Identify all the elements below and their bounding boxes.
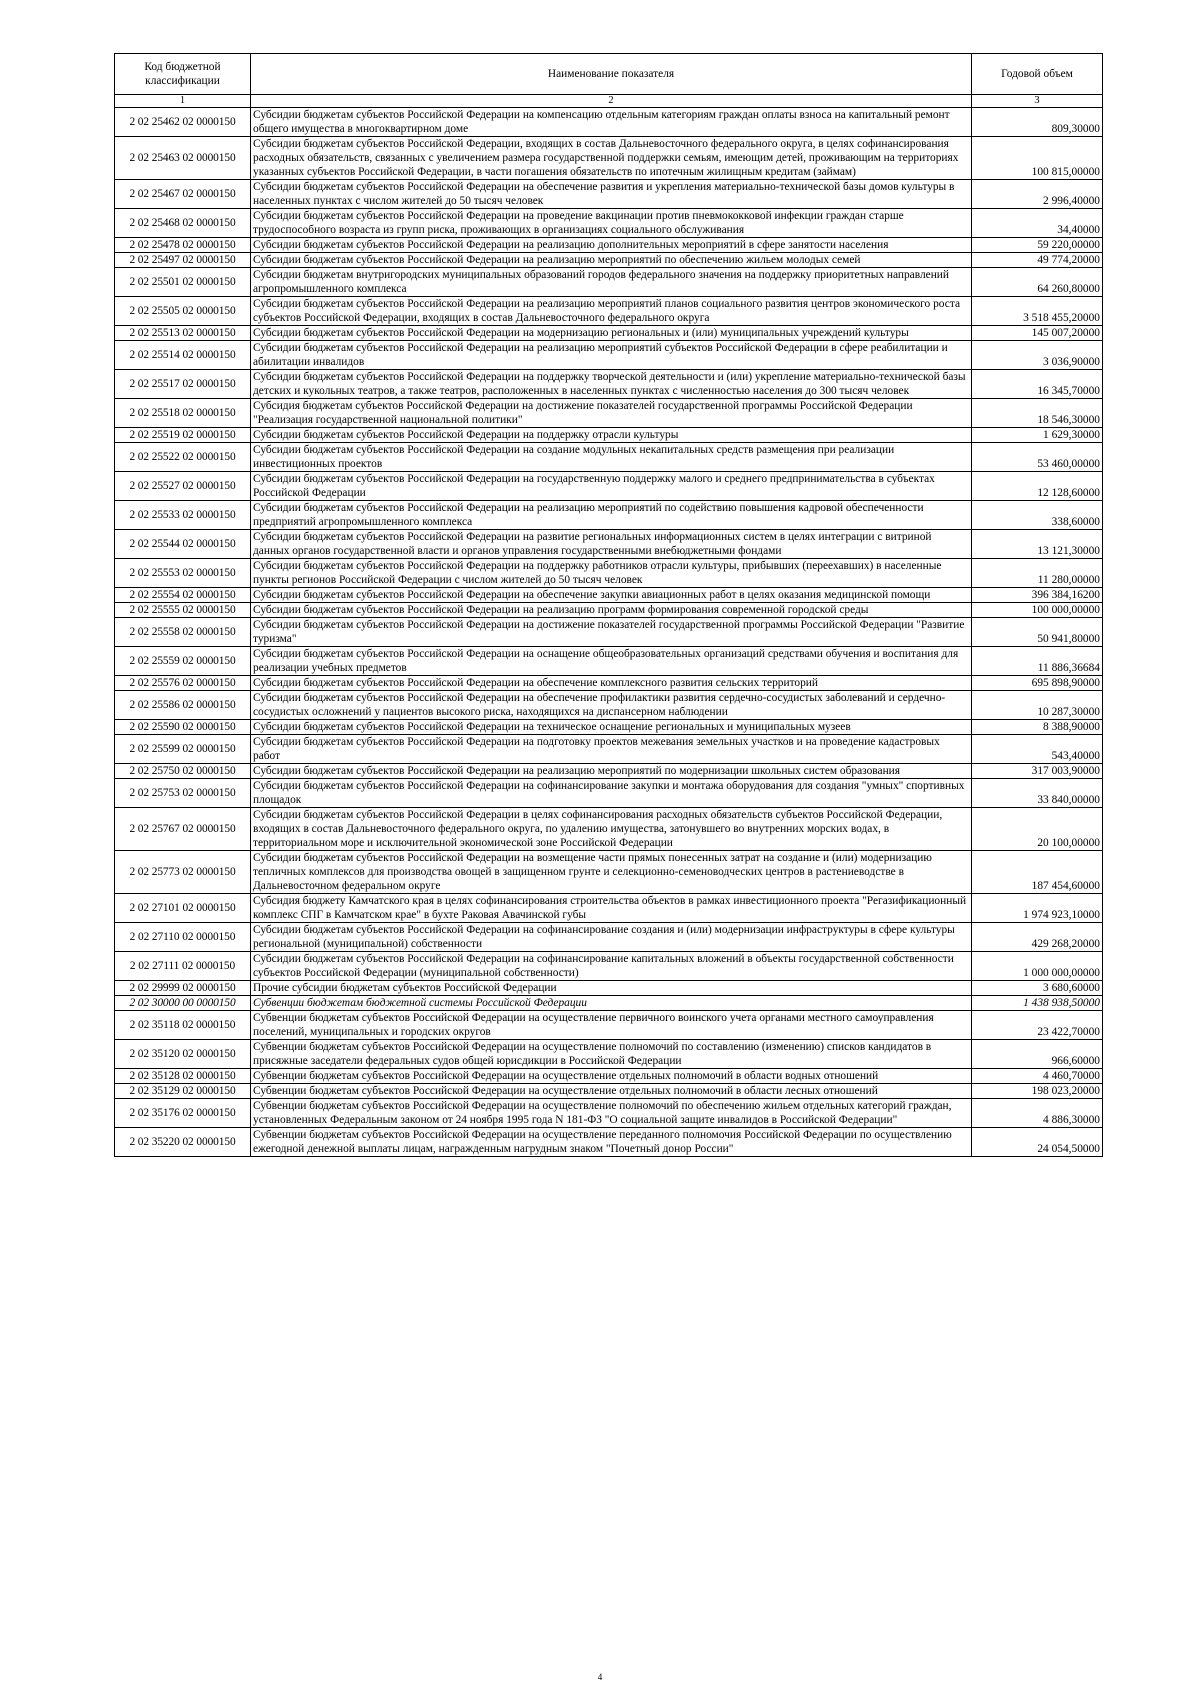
annual-volume-cell: 49 774,20000 <box>972 253 1103 268</box>
budget-code-cell: 2 02 25753 02 0000150 <box>115 779 251 808</box>
table-row <box>115 559 1103 588</box>
indicator-name-cell: Субсидии бюджетам субъектов Российской Федерации на поддержку отрасли культуры <box>251 428 972 443</box>
table-row <box>115 428 1103 443</box>
budget-code-cell: 2 02 25518 02 0000150 <box>115 399 251 428</box>
budget-code-cell: 2 02 27111 02 0000150 <box>115 952 251 981</box>
annual-volume-cell: 4 886,30000 <box>972 1099 1103 1128</box>
table-body <box>115 108 1103 1157</box>
table-row <box>115 238 1103 253</box>
table-row <box>115 268 1103 297</box>
indicator-name-cell: Субсидии бюджетам внутригородских муниципальных образований городов федерального значения на поддержку приоритетных направлений агропромышленного комплекса <box>251 268 972 297</box>
table-row <box>115 1084 1103 1099</box>
budget-code-cell: 2 02 25497 02 0000150 <box>115 253 251 268</box>
indicator-name-cell: Субсидии бюджетам субъектов Российской Федерации на реализацию мероприятий планов социального развития центров экономического роста субъектов Российской Федерации, входящих в состав Дальневосточного федерального округа <box>251 297 972 326</box>
table-row <box>115 530 1103 559</box>
annual-volume-cell: 8 388,90000 <box>972 720 1103 735</box>
annual-volume-cell: 20 100,00000 <box>972 808 1103 851</box>
budget-code-cell: 2 02 35128 02 0000150 <box>115 1069 251 1084</box>
budget-code-cell: 2 02 25599 02 0000150 <box>115 735 251 764</box>
budget-code-cell: 2 02 30000 00 0000150 <box>115 996 251 1011</box>
table-row <box>115 764 1103 779</box>
indicator-name-cell: Субсидия бюджетам субъектов Российской Федерации на достижение показателей государственной программы Российской Федерации "Реализация государственной национальной политики" <box>251 399 972 428</box>
budget-code-cell: 2 02 25467 02 0000150 <box>115 180 251 209</box>
budget-code-cell: 2 02 27101 02 0000150 <box>115 894 251 923</box>
annual-volume-cell: 34,40000 <box>972 209 1103 238</box>
indicator-name-cell: Субсидии бюджетам субъектов Российской Федерации в целях софинансирования расходных обязательств субъектов Российской Федерации, входящих в состав Дальневосточного федерального округа, по удалению имущества, затонувшего во внутренних морских водах, в территориальном море и исключительной экономической зоне Российской Федерации <box>251 808 972 851</box>
indicator-name-cell: Субсидии бюджетам субъектов Российской Федерации на обеспечение развития и укрепления материально-технической базы домов культуры в населенных пунктах с числом жителей до 50 тысяч человек <box>251 180 972 209</box>
budget-code-cell: 2 02 25590 02 0000150 <box>115 720 251 735</box>
budget-code-cell: 2 02 25576 02 0000150 <box>115 676 251 691</box>
annual-volume-cell: 1 438 938,50000 <box>972 996 1103 1011</box>
annual-volume-cell: 3 036,90000 <box>972 341 1103 370</box>
indicator-name-cell: Субсидии бюджетам субъектов Российской Федерации на реализацию дополнительных мероприятий в сфере занятости населения <box>251 238 972 253</box>
indicator-name-cell: Субсидии бюджетам субъектов Российской Федерации на софинансирование капитальных вложений в объекты государственной собственности субъектов Российской Федерации (муниципальной собственности) <box>251 952 972 981</box>
indicator-name-cell: Субвенции бюджетам субъектов Российской Федерации на осуществление отдельных полномочий в области водных отношений <box>251 1069 972 1084</box>
annual-volume-cell: 59 220,00000 <box>972 238 1103 253</box>
annual-volume-cell: 16 345,70000 <box>972 370 1103 399</box>
indicator-name-cell: Субсидии бюджетам субъектов Российской Федерации на развитие региональных информационных систем в целях интеграции с витриной данных органов государственной власти и органов управления государственными внебюджетными фондами <box>251 530 972 559</box>
indicator-name-cell: Субсидии бюджетам субъектов Российской Федерации на реализацию мероприятий по содействию повышения кадровой обеспеченности предприятий агропромышленного комплекса <box>251 501 972 530</box>
table-row <box>115 808 1103 851</box>
table-row <box>115 443 1103 472</box>
annual-volume-cell: 317 003,90000 <box>972 764 1103 779</box>
column-number: 1 <box>115 95 251 108</box>
table-row <box>115 326 1103 341</box>
table-row <box>115 618 1103 647</box>
annual-volume-cell: 100 000,00000 <box>972 603 1103 618</box>
annual-volume-cell: 100 815,00000 <box>972 137 1103 180</box>
indicator-name-cell: Субсидии бюджетам субъектов Российской Федерации на оснащение общеобразовательных организаций средствами обучения и воспитания для реализации учебных предметов <box>251 647 972 676</box>
budget-code-cell: 2 02 35176 02 0000150 <box>115 1099 251 1128</box>
budget-code-cell: 2 02 25553 02 0000150 <box>115 559 251 588</box>
indicator-name-cell: Субсидии бюджетам субъектов Российской Федерации на возмещение части прямых понесенных затрат на создание и (или) модернизацию тепличных комплексов для производства овощей в защищенном грунте и селекционно-семеноводческих центров в растениеводстве в Дальневосточном федеральном округе <box>251 851 972 894</box>
budget-code-cell: 2 02 25514 02 0000150 <box>115 341 251 370</box>
table-row <box>115 399 1103 428</box>
budget-code-cell: 2 02 25468 02 0000150 <box>115 209 251 238</box>
budget-code-cell: 2 02 25513 02 0000150 <box>115 326 251 341</box>
indicator-name-cell: Субвенции бюджетам субъектов Российской Федерации на осуществление первичного воинского учета органами местного самоуправления поселений, муниципальных и городских округов <box>251 1011 972 1040</box>
table-row <box>115 996 1103 1011</box>
table-row <box>115 297 1103 326</box>
table-row <box>115 501 1103 530</box>
indicator-name-cell: Субсидии бюджетам субъектов Российской Федерации на реализацию мероприятий по модернизации школьных систем образования <box>251 764 972 779</box>
indicator-name-cell: Субвенции бюджетам субъектов Российской Федерации на осуществление переданного полномочия Российской Федерации по осуществлению ежегодной денежной выплаты лицам, награжденным нагрудным знаком "Почетный донор России" <box>251 1128 972 1157</box>
table-row <box>115 691 1103 720</box>
table-row <box>115 588 1103 603</box>
indicator-name-cell: Субвенции бюджетам субъектов Российской Федерации на осуществление полномочий по составлению (изменению) списков кандидатов в присяжные заседатели федеральных судов общей юрисдикции в Российской Федерации <box>251 1040 972 1069</box>
indicator-name-cell: Субсидия бюджету Камчатского края в целях софинансирования строительства объектов в рамках инвестиционного проекта "Регазификационный комплекс СПГ в Камчатском крае" в бухте Раковая Авачинской губы <box>251 894 972 923</box>
annual-volume-cell: 1 000 000,00000 <box>972 952 1103 981</box>
annual-volume-cell: 23 422,70000 <box>972 1011 1103 1040</box>
annual-volume-cell: 429 268,20000 <box>972 923 1103 952</box>
budget-code-cell: 2 02 25533 02 0000150 <box>115 501 251 530</box>
budget-code-cell: 2 02 35118 02 0000150 <box>115 1011 251 1040</box>
annual-volume-cell: 809,30000 <box>972 108 1103 137</box>
budget-code-cell: 2 02 27110 02 0000150 <box>115 923 251 952</box>
annual-volume-cell: 53 460,00000 <box>972 443 1103 472</box>
header-volume: Годовой объем <box>972 54 1103 95</box>
page-number: 4 <box>597 1672 603 1682</box>
budget-code-cell: 2 02 25559 02 0000150 <box>115 647 251 676</box>
budget-code-cell: 2 02 35120 02 0000150 <box>115 1040 251 1069</box>
indicator-name-cell: Субсидии бюджетам субъектов Российской Федерации на поддержку работников отрасли культуры, прибывших (переехавших) в населенные пункты регионов Российской Федерации с числом жителей до 50 тысяч человек <box>251 559 972 588</box>
budget-table <box>114 53 1103 1157</box>
table-row <box>115 341 1103 370</box>
column-number: 3 <box>972 95 1103 108</box>
annual-volume-cell: 695 898,90000 <box>972 676 1103 691</box>
indicator-name-cell: Субсидии бюджетам субъектов Российской Федерации на модернизацию региональных и (или) муниципальных учреждений культуры <box>251 326 972 341</box>
budget-code-cell: 2 02 25555 02 0000150 <box>115 603 251 618</box>
indicator-name-cell: Субсидии бюджетам субъектов Российской Федерации на проведение вакцинации против пневмококковой инфекции граждан старше трудоспособного возраста из групп риска, проживающих в организациях социального обслуживания <box>251 209 972 238</box>
annual-volume-cell: 3 680,60000 <box>972 981 1103 996</box>
table-row <box>115 137 1103 180</box>
table-row <box>115 735 1103 764</box>
indicator-name-cell: Субсидии бюджетам субъектов Российской Федерации на обеспечение закупки авиационных работ в целях оказания медицинской помощи <box>251 588 972 603</box>
indicator-name-cell: Субсидии бюджетам субъектов Российской Федерации на софинансирование закупки и монтажа оборудования для создания "умных" спортивных площадок <box>251 779 972 808</box>
annual-volume-cell: 18 546,30000 <box>972 399 1103 428</box>
budget-code-cell: 2 02 25519 02 0000150 <box>115 428 251 443</box>
annual-volume-cell: 4 460,70000 <box>972 1069 1103 1084</box>
annual-volume-cell: 2 996,40000 <box>972 180 1103 209</box>
indicator-name-cell: Субсидии бюджетам субъектов Российской Федерации на реализацию мероприятий по обеспечению жильем молодых семей <box>251 253 972 268</box>
table-row <box>115 894 1103 923</box>
table-row <box>115 1011 1103 1040</box>
budget-code-cell: 2 02 25558 02 0000150 <box>115 618 251 647</box>
budget-code-cell: 2 02 25517 02 0000150 <box>115 370 251 399</box>
budget-code-cell: 2 02 25767 02 0000150 <box>115 808 251 851</box>
header-code: Код бюджетной классификации <box>115 54 251 95</box>
header-name: Наименование показателя <box>251 54 972 95</box>
budget-code-cell: 2 02 25463 02 0000150 <box>115 137 251 180</box>
annual-volume-cell: 10 287,30000 <box>972 691 1103 720</box>
annual-volume-cell: 145 007,20000 <box>972 326 1103 341</box>
table-row <box>115 1069 1103 1084</box>
annual-volume-cell: 338,60000 <box>972 501 1103 530</box>
annual-volume-cell: 11 280,00000 <box>972 559 1103 588</box>
column-number-row <box>115 95 1103 108</box>
budget-code-cell: 2 02 25554 02 0000150 <box>115 588 251 603</box>
table-header-row <box>115 54 1103 95</box>
table-row <box>115 253 1103 268</box>
budget-code-cell: 2 02 25478 02 0000150 <box>115 238 251 253</box>
column-number: 2 <box>251 95 972 108</box>
indicator-name-cell: Субсидии бюджетам субъектов Российской Федерации на подготовку проектов межевания земельных участков и на проведение кадастровых работ <box>251 735 972 764</box>
table-row <box>115 1099 1103 1128</box>
annual-volume-cell: 13 121,30000 <box>972 530 1103 559</box>
indicator-name-cell: Прочие субсидии бюджетам субъектов Российской Федерации <box>251 981 972 996</box>
annual-volume-cell: 11 886,36684 <box>972 647 1103 676</box>
table-row <box>115 180 1103 209</box>
budget-code-cell: 2 02 25527 02 0000150 <box>115 472 251 501</box>
budget-code-cell: 2 02 35220 02 0000150 <box>115 1128 251 1157</box>
indicator-name-cell: Субсидии бюджетам субъектов Российской Федерации, входящих в состав Дальневосточного федерального округа, в целях софинансирования расходных обязательств, связанных с увеличением размера государственной поддержки семьям, имеющим детей, проживающим на территориях указанных субъектов Российской Федерации, в части погашения обязательств по ипотечным жилищным кредитам (займам) <box>251 137 972 180</box>
annual-volume-cell: 198 023,20000 <box>972 1084 1103 1099</box>
indicator-name-cell: Субсидии бюджетам субъектов Российской Федерации на поддержку творческой деятельности и (или) укрепление материально-технической базы детских и кукольных театров, а также театров, расположенных в населенных пунктах с численностью населения до 300 тысяч человек <box>251 370 972 399</box>
table-row <box>115 676 1103 691</box>
annual-volume-cell: 3 518 455,20000 <box>972 297 1103 326</box>
indicator-name-cell: Субсидии бюджетам субъектов Российской Федерации на реализацию мероприятий субъектов Российской Федерации в сфере реабилитации и абилитации инвалидов <box>251 341 972 370</box>
indicator-name-cell: Субсидии бюджетам субъектов Российской Федерации на софинансирование создания и (или) модернизации инфраструктуры в сфере культуры региональной (муниципальной) собственности <box>251 923 972 952</box>
table-row <box>115 472 1103 501</box>
table-row <box>115 720 1103 735</box>
annual-volume-cell: 396 384,16200 <box>972 588 1103 603</box>
indicator-name-cell: Субсидии бюджетам субъектов Российской Федерации на обеспечение профилактики развития сердечно-сосудистых заболеваний и сердечно-сосудистых осложнений у пациентов высокого риска, находящихся на диспансерном наблюдении <box>251 691 972 720</box>
annual-volume-cell: 12 128,60000 <box>972 472 1103 501</box>
annual-volume-cell: 187 454,60000 <box>972 851 1103 894</box>
annual-volume-cell: 1 974 923,10000 <box>972 894 1103 923</box>
indicator-name-cell: Субвенции бюджетам бюджетной системы Российской Федерации <box>251 996 972 1011</box>
indicator-name-cell: Субвенции бюджетам субъектов Российской Федерации на осуществление отдельных полномочий в области лесных отношений <box>251 1084 972 1099</box>
indicator-name-cell: Субсидии бюджетам субъектов Российской Федерации на государственную поддержку малого и среднего предпринимательства в субъектах Российской Федерации <box>251 472 972 501</box>
indicator-name-cell: Субсидии бюджетам субъектов Российской Федерации на обеспечение комплексного развития сельских территорий <box>251 676 972 691</box>
table-row <box>115 647 1103 676</box>
budget-code-cell: 2 02 25501 02 0000150 <box>115 268 251 297</box>
table-row <box>115 370 1103 399</box>
table-row <box>115 981 1103 996</box>
budget-code-cell: 2 02 25773 02 0000150 <box>115 851 251 894</box>
annual-volume-cell: 1 629,30000 <box>972 428 1103 443</box>
indicator-name-cell: Субвенции бюджетам субъектов Российской Федерации на осуществление полномочий по обеспечению жильем отдельных категорий граждан, установленных Федеральным законом от 24 ноября 1995 года N 181-ФЗ "О социальной защите инвалидов в Российской Федерации" <box>251 1099 972 1128</box>
budget-code-cell: 2 02 35129 02 0000150 <box>115 1084 251 1099</box>
budget-code-cell: 2 02 29999 02 0000150 <box>115 981 251 996</box>
indicator-name-cell: Субсидии бюджетам субъектов Российской Федерации на техническое оснащение региональных и муниципальных музеев <box>251 720 972 735</box>
table-row <box>115 1040 1103 1069</box>
indicator-name-cell: Субсидии бюджетам субъектов Российской Федерации на создание модульных некапитальных средств размещения при реализации инвестиционных проектов <box>251 443 972 472</box>
table-row <box>115 209 1103 238</box>
indicator-name-cell: Субсидии бюджетам субъектов Российской Федерации на достижение показателей государственной программы Российской Федерации "Развитие туризма" <box>251 618 972 647</box>
annual-volume-cell: 64 260,80000 <box>972 268 1103 297</box>
table-row <box>115 923 1103 952</box>
budget-code-cell: 2 02 25505 02 0000150 <box>115 297 251 326</box>
table-row <box>115 108 1103 137</box>
budget-code-cell: 2 02 25462 02 0000150 <box>115 108 251 137</box>
annual-volume-cell: 966,60000 <box>972 1040 1103 1069</box>
budget-code-cell: 2 02 25586 02 0000150 <box>115 691 251 720</box>
table-row <box>115 779 1103 808</box>
indicator-name-cell: Субсидии бюджетам субъектов Российской Федерации на компенсацию отдельным категориям граждан оплаты взноса на капитальный ремонт общего имущества в многоквартирном доме <box>251 108 972 137</box>
annual-volume-cell: 543,40000 <box>972 735 1103 764</box>
table-row <box>115 603 1103 618</box>
annual-volume-cell: 24 054,50000 <box>972 1128 1103 1157</box>
table-row <box>115 952 1103 981</box>
budget-code-cell: 2 02 25544 02 0000150 <box>115 530 251 559</box>
table-row <box>115 851 1103 894</box>
budget-code-cell: 2 02 25750 02 0000150 <box>115 764 251 779</box>
budget-code-cell: 2 02 25522 02 0000150 <box>115 443 251 472</box>
annual-volume-cell: 33 840,00000 <box>972 779 1103 808</box>
table-row <box>115 1128 1103 1157</box>
annual-volume-cell: 50 941,80000 <box>972 618 1103 647</box>
indicator-name-cell: Субсидии бюджетам субъектов Российской Федерации на реализацию программ формирования современной городской среды <box>251 603 972 618</box>
